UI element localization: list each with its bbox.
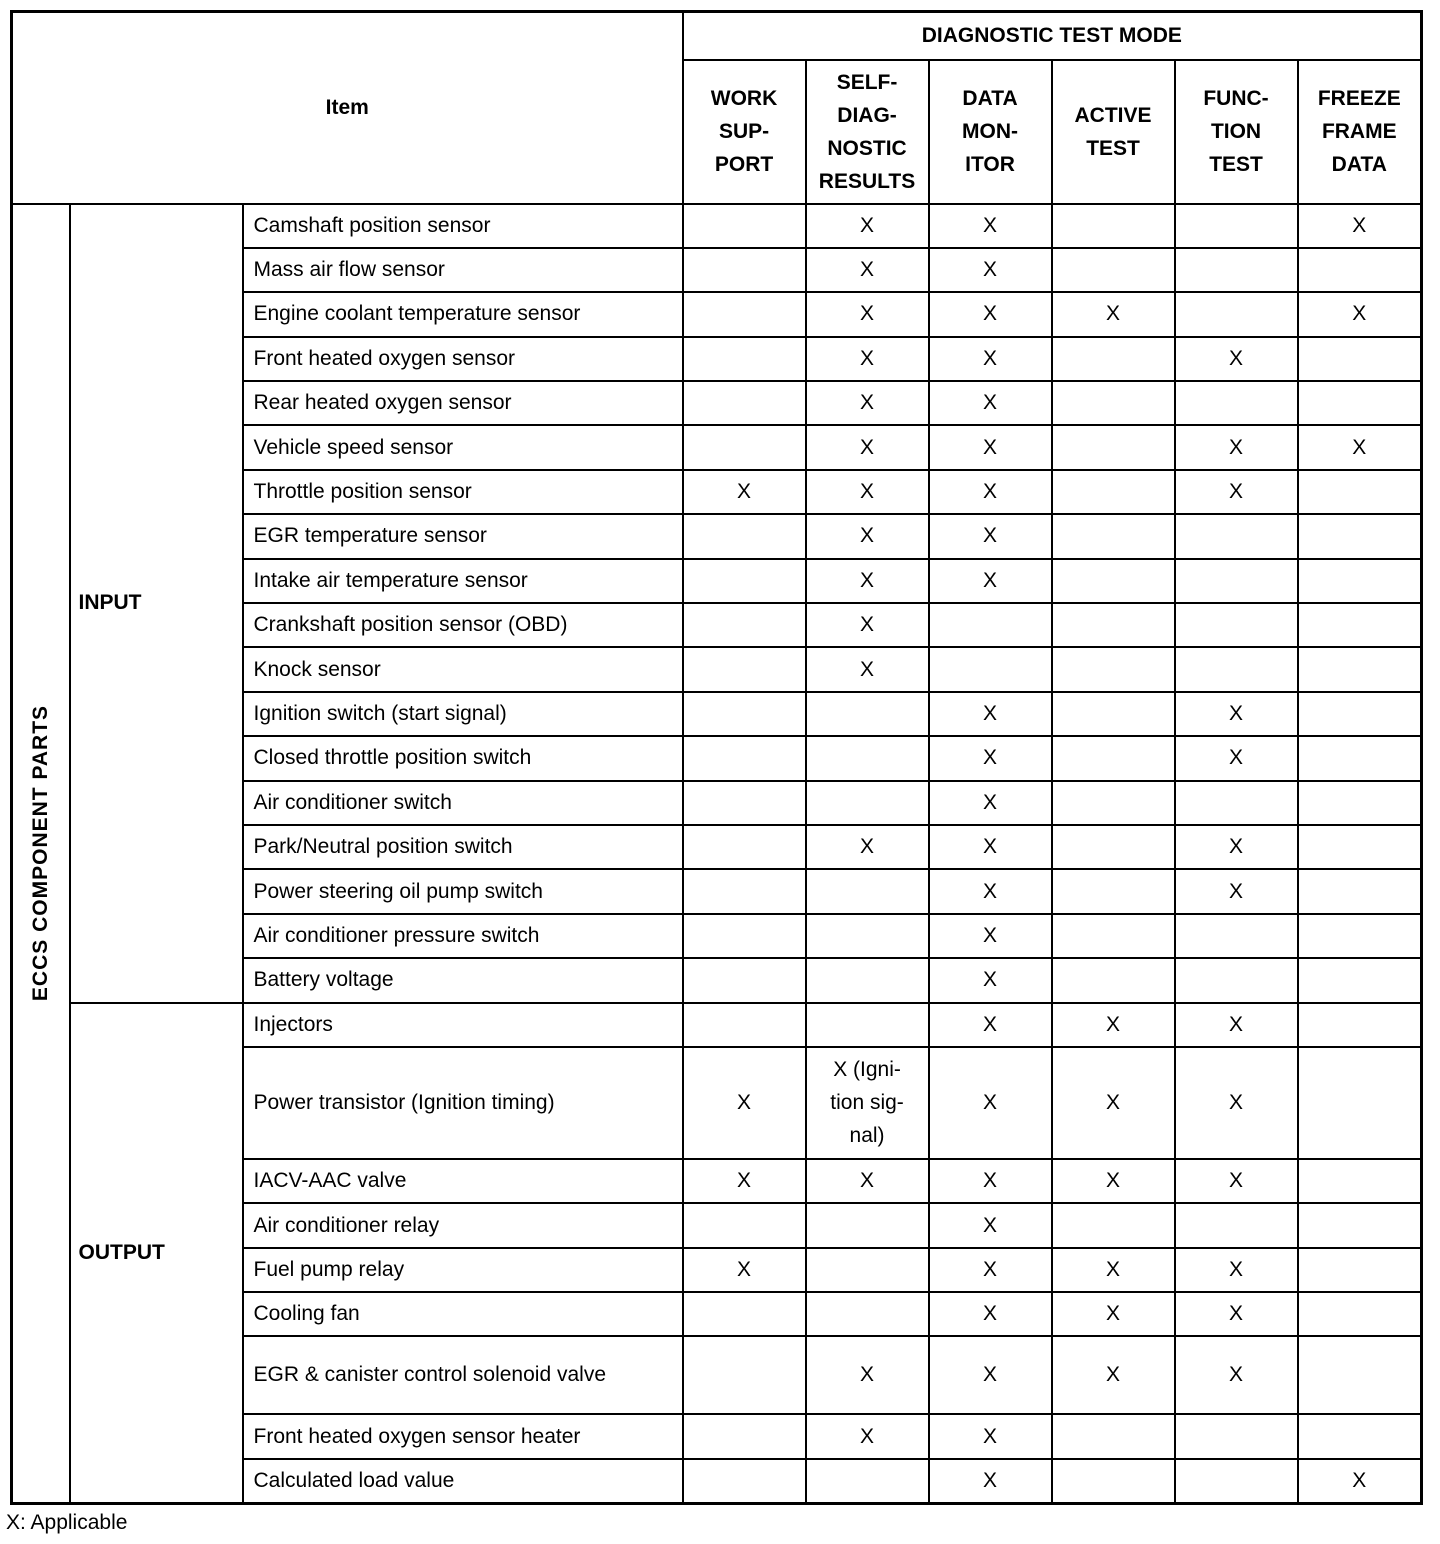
diagnostic-table-container [10, 10, 1420, 1505]
item-name: Front heated oxygen sensor heater [243, 1414, 683, 1458]
applicable-mark: X [983, 1012, 998, 1036]
mark-cell-active-test [1052, 914, 1175, 958]
mark-cell-active-test [1052, 1248, 1175, 1292]
mark-cell-data-monitor [929, 869, 1052, 913]
applicable-mark: X [983, 1169, 998, 1193]
mark-cell-active-test [1052, 1459, 1175, 1503]
applicable-mark: X [860, 657, 875, 681]
column-header-line: MON- [962, 120, 1019, 143]
applicable-mark: X [983, 258, 998, 282]
applicable-mark: X [983, 835, 998, 859]
mark-cell-active-test [1052, 248, 1175, 292]
applicable-mark: X [1229, 1169, 1244, 1193]
mark-cell-data-monitor [929, 825, 1052, 869]
applicable-mark: X [860, 213, 875, 237]
applicable-mark: X [983, 968, 998, 992]
mark-cell-work-support [683, 781, 806, 825]
mark-cell-self-diagnostic-results [806, 825, 929, 869]
applicable-mark: X [1352, 213, 1367, 237]
mark-cell-active-test [1052, 1003, 1175, 1047]
mark-cell-data-monitor [929, 204, 1052, 248]
mark-cell-work-support [683, 1336, 806, 1414]
mark-cell-self-diagnostic-results [806, 603, 929, 647]
table-row [12, 1003, 1422, 1047]
mark-cell-active-test [1052, 825, 1175, 869]
item-header: Item [12, 12, 683, 204]
mark-cell-self-diagnostic-results [806, 425, 929, 469]
mark-cell-freeze-frame-data [1298, 425, 1422, 469]
mark-cell-work-support [683, 825, 806, 869]
applicable-note: X (Igni- tion sig- nal) [830, 1058, 904, 1148]
column-header-line: DIAG- [837, 103, 897, 127]
mark-cell-active-test [1052, 514, 1175, 558]
mark-cell-active-test [1052, 292, 1175, 336]
item-name: Throttle position sensor [243, 470, 683, 514]
mark-cell-function-test [1175, 603, 1298, 647]
mark-cell-self-diagnostic-results [806, 1203, 929, 1247]
mark-cell-freeze-frame-data [1298, 1003, 1422, 1047]
mark-cell-function-test [1175, 1159, 1298, 1203]
mark-cell-work-support [683, 603, 806, 647]
applicable-mark: X [737, 1257, 752, 1281]
mark-cell-freeze-frame-data [1298, 781, 1422, 825]
mark-cell-self-diagnostic-results [806, 869, 929, 913]
mark-cell-work-support [683, 869, 806, 913]
column-header-line: NOSTIC [827, 136, 907, 160]
mark-cell-freeze-frame-data [1298, 736, 1422, 780]
mark-cell-active-test [1052, 647, 1175, 691]
mark-cell-self-diagnostic-results [806, 736, 929, 780]
column-header-self-diagnostic-results [806, 60, 929, 204]
mark-cell-function-test [1175, 736, 1298, 780]
applicable-mark: X [1229, 480, 1244, 504]
applicable-mark: X [1229, 1012, 1244, 1036]
applicable-mark: X [1229, 346, 1244, 370]
applicable-mark: X [860, 568, 875, 592]
mark-cell-data-monitor [929, 1003, 1052, 1047]
mark-cell-function-test [1175, 559, 1298, 603]
item-name: Mass air flow sensor [243, 248, 683, 292]
mark-cell-function-test [1175, 1292, 1298, 1336]
mark-cell-self-diagnostic-results [806, 1336, 929, 1414]
mark-cell-self-diagnostic-results [806, 1003, 929, 1047]
mark-cell-data-monitor [929, 1336, 1052, 1414]
item-name: Air conditioner pressure switch [243, 914, 683, 958]
applicable-mark: X [860, 258, 875, 282]
mark-cell-data-monitor [929, 470, 1052, 514]
applicable-mark: X [1106, 1012, 1121, 1036]
mark-cell-active-test [1052, 869, 1175, 913]
item-name: IACV-AAC valve [243, 1159, 683, 1203]
item-name: EGR & canister control solenoid valve [243, 1336, 683, 1414]
mark-cell-function-test [1175, 869, 1298, 913]
mark-cell-freeze-frame-data [1298, 1459, 1422, 1503]
applicable-mark: X [1229, 879, 1244, 903]
mark-cell-function-test [1175, 958, 1298, 1002]
mark-cell-data-monitor [929, 914, 1052, 958]
diagnostic-test-mode-header: DIAGNOSTIC TEST MODE [683, 12, 1422, 60]
column-header-freeze-frame-data [1298, 60, 1422, 204]
group-label-input: INPUT [70, 204, 243, 1003]
applicable-mark: X [860, 1363, 875, 1387]
mark-cell-active-test [1052, 958, 1175, 1002]
mark-cell-freeze-frame-data [1298, 337, 1422, 381]
mark-cell-function-test [1175, 1203, 1298, 1247]
applicable-mark: X [983, 391, 998, 415]
mark-cell-function-test [1175, 1003, 1298, 1047]
mark-cell-function-test [1175, 204, 1298, 248]
mark-cell-self-diagnostic-results [806, 1459, 929, 1503]
applicable-mark: X [1106, 1257, 1121, 1281]
mark-cell-work-support [683, 1248, 806, 1292]
mark-cell-freeze-frame-data [1298, 470, 1422, 514]
applicable-mark: X [983, 213, 998, 237]
item-name: Cooling fan [243, 1292, 683, 1336]
mark-cell-freeze-frame-data [1298, 1047, 1422, 1159]
applicable-mark: X [1352, 302, 1367, 326]
mark-cell-work-support [683, 559, 806, 603]
item-name: Air conditioner relay [243, 1203, 683, 1247]
column-header-line: ACTIVE [1074, 103, 1152, 127]
mark-cell-data-monitor [929, 603, 1052, 647]
applicable-mark: X [1352, 1468, 1367, 1492]
mark-cell-self-diagnostic-results [806, 958, 929, 1002]
applicable-mark: X [860, 1424, 875, 1448]
applicable-mark: X [737, 1169, 752, 1193]
mark-cell-active-test [1052, 559, 1175, 603]
item-name: Knock sensor [243, 647, 683, 691]
mark-cell-function-test [1175, 825, 1298, 869]
mark-cell-data-monitor [929, 1159, 1052, 1203]
item-name: Ignition switch (start signal) [243, 692, 683, 736]
mark-cell-work-support [683, 692, 806, 736]
mark-cell-self-diagnostic-results [806, 514, 929, 558]
mark-cell-freeze-frame-data [1298, 1203, 1422, 1247]
applicable-mark: X [860, 613, 875, 637]
applicable-mark: X [860, 524, 875, 548]
column-header-line: FRAME [1321, 120, 1397, 143]
item-name: Camshaft position sensor [243, 204, 683, 248]
applicable-mark: X [983, 1468, 998, 1492]
mark-cell-work-support [683, 914, 806, 958]
applicable-mark: X [983, 1363, 998, 1387]
applicable-mark: X [1229, 1090, 1244, 1114]
mark-cell-work-support [683, 204, 806, 248]
mark-cell-freeze-frame-data [1298, 869, 1422, 913]
mark-cell-freeze-frame-data [1298, 1336, 1422, 1414]
mark-cell-function-test [1175, 337, 1298, 381]
applicable-mark: X [1229, 746, 1244, 770]
mark-cell-work-support [683, 381, 806, 425]
applicable-mark: X [983, 302, 998, 326]
mark-cell-freeze-frame-data [1298, 603, 1422, 647]
mark-cell-self-diagnostic-results [806, 337, 929, 381]
column-header-line: WORK [710, 87, 778, 110]
mark-cell-data-monitor [929, 559, 1052, 603]
mark-cell-self-diagnostic-results [806, 470, 929, 514]
item-name: Intake air temperature sensor [243, 559, 683, 603]
mark-cell-data-monitor [929, 958, 1052, 1002]
group-label-output: OUTPUT [70, 1003, 243, 1504]
mark-cell-function-test [1175, 1336, 1298, 1414]
mark-cell-data-monitor [929, 647, 1052, 691]
mark-cell-work-support [683, 425, 806, 469]
mark-cell-data-monitor [929, 1047, 1052, 1159]
mark-cell-self-diagnostic-results [806, 647, 929, 691]
mark-cell-function-test [1175, 381, 1298, 425]
mark-cell-work-support [683, 470, 806, 514]
mark-cell-self-diagnostic-results [806, 1159, 929, 1203]
mark-cell-data-monitor [929, 1292, 1052, 1336]
applicable-mark: X [1229, 435, 1244, 459]
mark-cell-active-test [1052, 692, 1175, 736]
column-header-line: TION [1210, 120, 1262, 143]
applicable-mark: X [983, 1257, 998, 1281]
applicable-mark: X [860, 346, 875, 370]
mark-cell-active-test [1052, 204, 1175, 248]
mark-cell-freeze-frame-data [1298, 514, 1422, 558]
applicable-mark: X [983, 1090, 998, 1114]
item-name: Power transistor (Ignition timing) [243, 1047, 683, 1159]
applicable-mark: X [1352, 435, 1367, 459]
applicable-mark: X [983, 701, 998, 725]
legend: X: Applicable [6, 1511, 128, 1534]
applicable-mark: X [983, 1213, 998, 1237]
mark-cell-function-test [1175, 514, 1298, 558]
mark-cell-self-diagnostic-results [806, 692, 929, 736]
item-name: Front heated oxygen sensor [243, 337, 683, 381]
mark-cell-data-monitor [929, 736, 1052, 780]
mark-cell-data-monitor [929, 1414, 1052, 1458]
column-header-line: FUNC- [1203, 87, 1269, 110]
mark-cell-freeze-frame-data [1298, 1159, 1422, 1203]
mark-cell-self-diagnostic-results [806, 292, 929, 336]
mark-cell-work-support [683, 292, 806, 336]
mark-cell-data-monitor [929, 292, 1052, 336]
item-name: EGR temperature sensor [243, 514, 683, 558]
applicable-mark: X [983, 435, 998, 459]
mark-cell-freeze-frame-data [1298, 825, 1422, 869]
mark-cell-work-support [683, 1414, 806, 1458]
mark-cell-work-support [683, 1292, 806, 1336]
mark-cell-data-monitor [929, 781, 1052, 825]
column-header-line: TEST [1209, 153, 1263, 176]
item-name: Calculated load value [243, 1459, 683, 1503]
item-name: Power steering oil pump switch [243, 869, 683, 913]
mark-cell-freeze-frame-data [1298, 292, 1422, 336]
mark-cell-data-monitor [929, 1459, 1052, 1503]
mark-cell-self-diagnostic-results [806, 1047, 929, 1159]
applicable-mark: X [1106, 1363, 1121, 1387]
mark-cell-active-test [1052, 470, 1175, 514]
item-name: Closed throttle position switch [243, 736, 683, 780]
applicable-mark: X [983, 524, 998, 548]
applicable-mark: X [1229, 701, 1244, 725]
item-name: Vehicle speed sensor [243, 425, 683, 469]
mark-cell-active-test [1052, 337, 1175, 381]
column-header-line: DATA [962, 87, 1018, 110]
column-header-line: ITOR [965, 153, 1015, 176]
applicable-mark: X [737, 1090, 752, 1114]
mark-cell-freeze-frame-data [1298, 914, 1422, 958]
mark-cell-self-diagnostic-results [806, 204, 929, 248]
mark-cell-work-support [683, 1003, 806, 1047]
mark-cell-self-diagnostic-results [806, 914, 929, 958]
column-header-line: RESULTS [818, 169, 916, 193]
applicable-mark: X [983, 746, 998, 770]
applicable-mark: X [737, 480, 752, 504]
mark-cell-self-diagnostic-results [806, 1248, 929, 1292]
mark-cell-freeze-frame-data [1298, 381, 1422, 425]
applicable-mark: X [860, 1169, 875, 1193]
item-name: Battery voltage [243, 958, 683, 1002]
column-header-line: TEST [1086, 136, 1140, 160]
mark-cell-function-test [1175, 1248, 1298, 1292]
mark-cell-work-support [683, 958, 806, 1002]
side-label: ECCS COMPONENT PARTS [28, 705, 52, 1002]
item-name: Crankshaft position sensor (OBD) [243, 603, 683, 647]
mark-cell-function-test [1175, 1414, 1298, 1458]
mark-cell-active-test [1052, 381, 1175, 425]
mark-cell-function-test [1175, 248, 1298, 292]
applicable-mark: X [983, 923, 998, 947]
mark-cell-work-support [683, 736, 806, 780]
mark-cell-work-support [683, 1203, 806, 1247]
mark-cell-data-monitor [929, 381, 1052, 425]
mark-cell-work-support [683, 1459, 806, 1503]
item-name: Rear heated oxygen sensor [243, 381, 683, 425]
mark-cell-work-support [683, 1159, 806, 1203]
mark-cell-function-test [1175, 1047, 1298, 1159]
mark-cell-self-diagnostic-results [806, 559, 929, 603]
item-name: Engine coolant temperature sensor [243, 292, 683, 336]
applicable-mark: X [1229, 1363, 1244, 1387]
applicable-mark: X [860, 435, 875, 459]
mark-cell-data-monitor [929, 692, 1052, 736]
applicable-mark: X [1229, 1257, 1244, 1281]
mark-cell-active-test [1052, 425, 1175, 469]
mark-cell-active-test [1052, 603, 1175, 647]
column-header-active-test [1052, 60, 1175, 204]
mark-cell-active-test [1052, 1047, 1175, 1159]
applicable-mark: X [983, 568, 998, 592]
applicable-mark: X [983, 1424, 998, 1448]
mark-cell-function-test [1175, 425, 1298, 469]
mark-cell-freeze-frame-data [1298, 248, 1422, 292]
applicable-mark: X [1229, 835, 1244, 859]
column-header-line: DATA [1331, 153, 1387, 176]
mark-cell-function-test [1175, 470, 1298, 514]
applicable-mark: X [983, 480, 998, 504]
mark-cell-freeze-frame-data [1298, 1414, 1422, 1458]
mark-cell-active-test [1052, 1159, 1175, 1203]
applicable-mark: X [860, 391, 875, 415]
mark-cell-freeze-frame-data [1298, 958, 1422, 1002]
mark-cell-data-monitor [929, 337, 1052, 381]
mark-cell-function-test [1175, 647, 1298, 691]
mark-cell-active-test [1052, 1414, 1175, 1458]
mark-cell-function-test [1175, 292, 1298, 336]
mark-cell-work-support [683, 337, 806, 381]
applicable-mark: X [860, 302, 875, 326]
item-name: Park/Neutral position switch [243, 825, 683, 869]
applicable-mark: X [983, 879, 998, 903]
mark-cell-self-diagnostic-results [806, 248, 929, 292]
applicable-mark: X [983, 1302, 998, 1326]
mark-cell-data-monitor [929, 514, 1052, 558]
mark-cell-function-test [1175, 1459, 1298, 1503]
mark-cell-active-test [1052, 781, 1175, 825]
applicable-mark: X [860, 480, 875, 504]
side-label-cell [12, 204, 70, 1504]
column-header-work-support [683, 60, 806, 204]
item-name: Air conditioner switch [243, 781, 683, 825]
column-header-line: PORT [714, 153, 774, 176]
mark-cell-freeze-frame-data [1298, 647, 1422, 691]
mark-cell-self-diagnostic-results [806, 781, 929, 825]
mark-cell-data-monitor [929, 1203, 1052, 1247]
mark-cell-work-support [683, 1047, 806, 1159]
applicable-mark: X [1106, 1169, 1121, 1193]
diagnostic-test-mode-table [10, 10, 1423, 1505]
applicable-mark: X [1106, 1090, 1121, 1114]
item-name: Injectors [243, 1003, 683, 1047]
applicable-mark: X [1229, 1302, 1244, 1326]
mark-cell-work-support [683, 248, 806, 292]
column-header-line: SELF- [836, 70, 898, 94]
mark-cell-work-support [683, 647, 806, 691]
mark-cell-data-monitor [929, 1248, 1052, 1292]
mark-cell-freeze-frame-data [1298, 692, 1422, 736]
mark-cell-function-test [1175, 692, 1298, 736]
applicable-mark: X [1106, 1302, 1121, 1326]
mark-cell-self-diagnostic-results [806, 381, 929, 425]
applicable-mark: X [1106, 302, 1121, 326]
mark-cell-self-diagnostic-results [806, 1292, 929, 1336]
applicable-mark: X [860, 835, 875, 859]
mark-cell-freeze-frame-data [1298, 1292, 1422, 1336]
mark-cell-active-test [1052, 1292, 1175, 1336]
mark-cell-work-support [683, 514, 806, 558]
mark-cell-data-monitor [929, 248, 1052, 292]
table-row [12, 204, 1422, 248]
column-header-data-monitor [929, 60, 1052, 204]
mark-cell-freeze-frame-data [1298, 204, 1422, 248]
mark-cell-data-monitor [929, 425, 1052, 469]
mark-cell-self-diagnostic-results [806, 1414, 929, 1458]
mark-cell-active-test [1052, 1336, 1175, 1414]
mark-cell-function-test [1175, 914, 1298, 958]
column-header-line: FREEZE [1317, 87, 1401, 110]
mark-cell-freeze-frame-data [1298, 1248, 1422, 1292]
mark-cell-active-test [1052, 1203, 1175, 1247]
applicable-mark: X [983, 790, 998, 814]
column-header-line: SUP- [718, 120, 770, 143]
applicable-mark: X [983, 346, 998, 370]
column-header-function-test [1175, 60, 1298, 204]
mark-cell-freeze-frame-data [1298, 559, 1422, 603]
mark-cell-active-test [1052, 736, 1175, 780]
item-name: Fuel pump relay [243, 1248, 683, 1292]
mark-cell-function-test [1175, 781, 1298, 825]
